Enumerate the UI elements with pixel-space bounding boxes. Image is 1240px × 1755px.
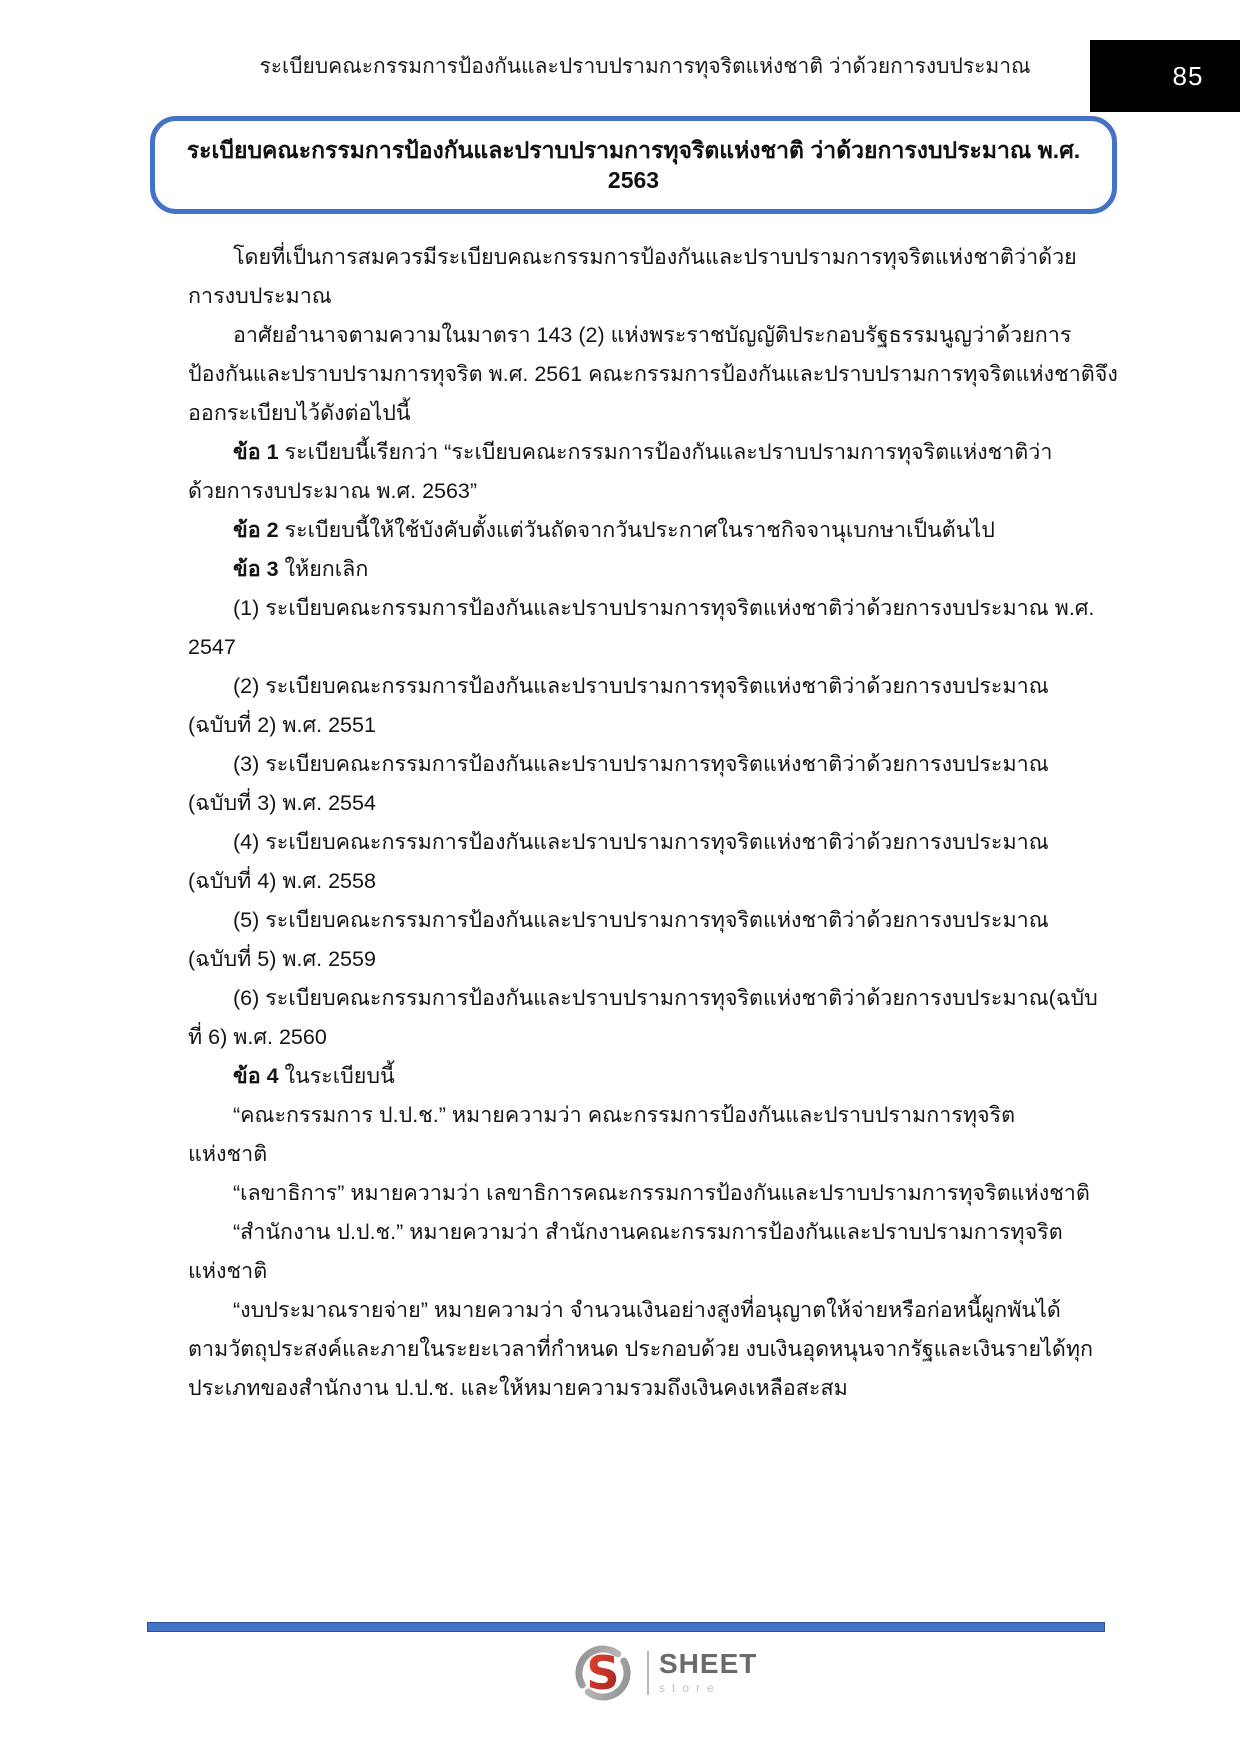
body-line-text: “เลขาธิการ” หมายความว่า เลขาธิการคณะกรรมการป้องกันและปราบปรามการทุจริตแห่งชาติ: [233, 1181, 1090, 1205]
page-number: 85: [1172, 60, 1204, 91]
clause-number: ข้อ 2: [233, 518, 279, 542]
clause-number: ข้อ 1: [233, 440, 279, 464]
body-line-text: (6) ระเบียบคณะกรรมการป้องกันและปราบปรามการทุจริตแห่งชาติว่าด้วยการงบประมาณ(ฉบับ: [233, 986, 1098, 1010]
footer-divider-bar: [147, 1622, 1105, 1632]
clause-number: ข้อ 3: [233, 557, 279, 581]
body-line-text: “งบประมาณรายจ่าย” หมายความว่า จำนวนเงินอย่างสูงที่อนุญาตให้จ่ายหรือก่อหนี้ผูกพันได้: [233, 1298, 1061, 1322]
body-line: [188, 628, 1100, 667]
body-line: [188, 550, 1100, 589]
body-text: [188, 238, 1118, 1408]
body-line: [188, 1291, 1100, 1330]
body-line: [188, 1096, 1100, 1135]
body-line-text: (ฉบับที่ 5) พ.ศ. 2559: [188, 947, 376, 971]
body-line: [188, 472, 1100, 511]
page-number-box: [1090, 40, 1240, 112]
body-line-text: การงบประมาณ: [188, 284, 332, 308]
body-line: [188, 862, 1100, 901]
body-line-text: ออกระเบียบไว้ดังต่อไปนี้: [188, 401, 411, 425]
body-line: [188, 238, 1100, 277]
running-header-title: ระเบียบคณะกรรมการป้องกันและปราบปรามการทุจริตแห่งชาติ ว่าด้วยการงบประมาณ: [259, 55, 1031, 78]
body-line-text: (2) ระเบียบคณะกรรมการป้องกันและปราบปรามการทุจริตแห่งชาติว่าด้วยการงบประมาณ: [233, 674, 1049, 698]
body-line: [188, 1252, 1100, 1291]
body-line-text: ที่ 6) พ.ศ. 2560: [188, 1025, 327, 1049]
body-line: [188, 706, 1100, 745]
body-line-text: (ฉบับที่ 2) พ.ศ. 2551: [188, 713, 376, 737]
logo-divider: [647, 1651, 649, 1695]
logo-text: [659, 1650, 757, 1696]
footer-logo: [563, 1644, 757, 1702]
clause-number: ข้อ 4: [233, 1064, 279, 1088]
body-line-text: (5) ระเบียบคณะกรรมการป้องกันและปราบปรามการทุจริตแห่งชาติว่าด้วยการงบประมาณ: [233, 908, 1049, 932]
body-line: [188, 667, 1100, 706]
body-line: [188, 823, 1100, 862]
body-line-text: ให้ยกเลิก: [278, 557, 369, 581]
body-line: [188, 745, 1100, 784]
body-line-text: แห่งชาติ: [188, 1259, 268, 1283]
body-line-text: “สำนักงาน ป.ป.ช.” หมายความว่า สำนักงานคณะกรรมการป้องกันและปราบปรามการทุจริต: [233, 1220, 1063, 1244]
body-line: [188, 1213, 1100, 1252]
body-line: [188, 1330, 1100, 1369]
body-line: [188, 316, 1100, 355]
body-line: [188, 1135, 1100, 1174]
body-line: [188, 784, 1100, 823]
body-line-text: ประเภทของสำนักงาน ป.ป.ช. และให้หมายความรวมถึงเงินคงเหลือสะสม: [188, 1376, 848, 1400]
body-line-text: (3) ระเบียบคณะกรรมการป้องกันและปราบปรามการทุจริตแห่งชาติว่าด้วยการงบประมาณ: [233, 752, 1049, 776]
body-line: [188, 1018, 1100, 1057]
body-line: [188, 433, 1100, 472]
body-line-text: ตามวัตถุประสงค์และภายในระยะเวลาที่กำหนด ประกอบด้วย งบเงินอุดหนุนจากรัฐและเงินรายได้ทุก: [188, 1337, 1094, 1361]
body-line-text: ด้วยการงบประมาณ พ.ศ. 2563”: [188, 479, 478, 503]
body-line-text: “คณะกรรมการ ป.ป.ช.” หมายความว่า คณะกรรมการป้องกันและปราบปรามการทุจริต: [233, 1103, 1016, 1127]
body-line: [188, 277, 1100, 316]
body-line-text: (1) ระเบียบคณะกรรมการป้องกันและปราบปรามการทุจริตแห่งชาติว่าด้วยการงบประมาณ พ.ศ.: [233, 596, 1095, 620]
body-line-text: ในระเบียบนี้: [278, 1064, 395, 1088]
body-line-text: 2547: [188, 635, 236, 659]
logo-name: SHEET: [659, 1648, 758, 1679]
document-title: ระเบียบคณะกรรมการป้องกันและปราบปรามการทุจริตแห่งชาติ ว่าด้วยการงบประมาณ พ.ศ. 2563: [186, 137, 1081, 193]
body-line-text: โดยที่เป็นการสมควรมีระเบียบคณะกรรมการป้องกันและปราบปรามการทุจริตแห่งชาติว่าด้วย: [233, 245, 1077, 269]
body-line-text: แห่งชาติ: [188, 1142, 268, 1166]
document-title-box: [150, 116, 1117, 214]
body-line-text: (ฉบับที่ 4) พ.ศ. 2558: [188, 869, 376, 893]
body-line-text: ระเบียบนี้เรียกว่า “ระเบียบคณะกรรมการป้องกันและปราบปรามการทุจริตแห่งชาติว่า: [278, 440, 1053, 464]
body-line-text: ป้องกันและปราบปรามการทุจริต พ.ศ. 2561 คณะกรรมการป้องกันและปราบปรามการทุจริตแห่งชาติจึง: [188, 362, 1118, 386]
body-line-text: (4) ระเบียบคณะกรรมการป้องกันและปราบปรามการทุจริตแห่งชาติว่าด้วยการงบประมาณ: [233, 830, 1049, 854]
body-line: [188, 979, 1100, 1018]
body-line: [188, 1174, 1100, 1213]
body-line: [188, 940, 1100, 979]
body-line: [188, 1057, 1100, 1096]
logo-subtitle: store: [659, 1681, 721, 1695]
svg-text:S: S: [586, 1646, 620, 1700]
body-line: [188, 589, 1100, 628]
body-line: [188, 355, 1118, 394]
body-line-text: ระเบียบนี้ให้ใช้บังคับตั้งแต่วันถัดจากวันประกาศในราชกิจจานุเบกษาเป็นต้นไป: [278, 518, 995, 542]
body-line: [188, 394, 1100, 433]
body-line: [188, 511, 1100, 550]
body-line-text: อาศัยอำนาจตามความในมาตรา 143 (2) แห่งพระราชบัญญัติประกอบรัฐธรรมนูญว่าด้วยการ: [233, 323, 1072, 347]
body-line: [188, 1369, 1100, 1408]
body-line-text: (ฉบับที่ 3) พ.ศ. 2554: [188, 791, 376, 815]
body-line: [188, 901, 1100, 940]
sheet-store-logo-icon: [563, 1644, 643, 1702]
